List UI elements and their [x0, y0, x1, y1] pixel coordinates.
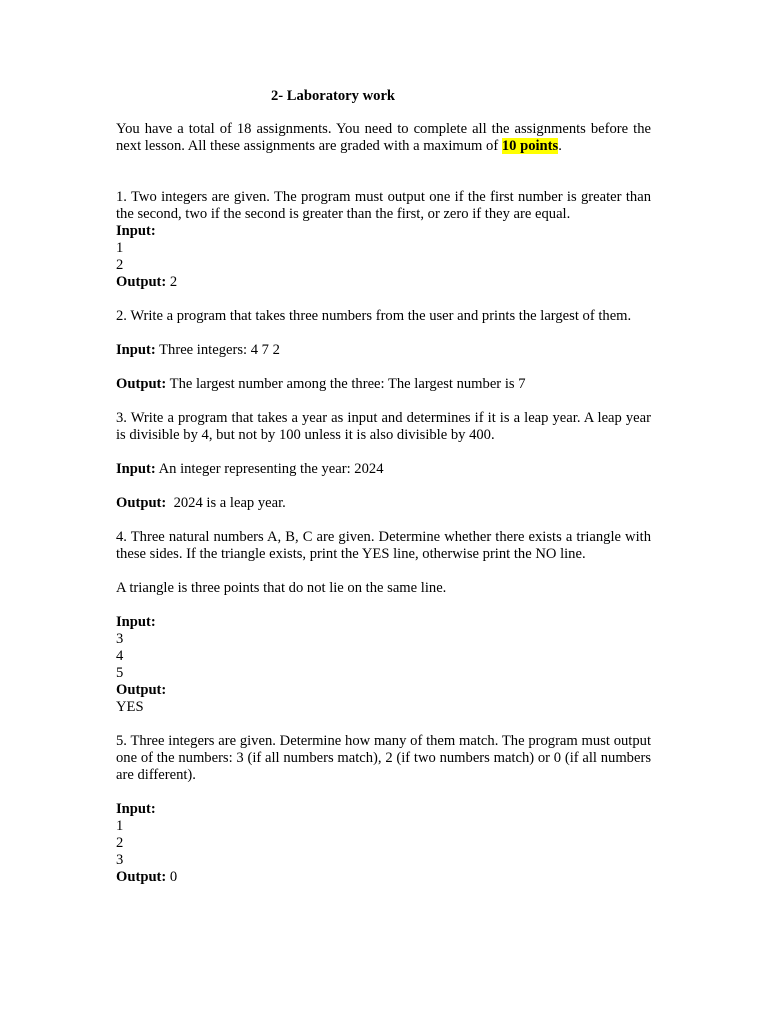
intro-text: You have a total of 18 assignments. You need to complete all the assignments before the next lesson. All these assignments are graded with a maximum of [116, 121, 651, 154]
task-4 [116, 529, 651, 716]
task-5 [116, 733, 651, 886]
input-line: 2 [116, 835, 124, 851]
input-line: 1 [116, 240, 124, 256]
input-line: Input: An integer representing the year: 2024 [116, 461, 384, 477]
task-statement: 5. Three integers are given. Determine how many of them match. The program must output one of the numbers: 3 (if all numbers match), 2 (if two numbers match) or 0 (if all numbers are different). [116, 733, 651, 783]
task-statement: 1. Two integers are given. The program must output one if the first number is greater than the second, two if the second is greater than the first, or zero if they are equal. [116, 189, 651, 222]
input-line: 5 [116, 665, 124, 681]
output-line: Output: The largest number among the three: The largest number is 7 [116, 376, 526, 392]
input-label: Input: [116, 801, 156, 817]
task-2 [116, 308, 651, 393]
input-line: Input: Three integers: 4 7 2 [116, 342, 280, 358]
task-note: A triangle is three points that do not lie on the same line. [116, 580, 447, 596]
input-line: 3 [116, 852, 124, 868]
task-1 [116, 189, 651, 291]
intro-paragraph [116, 121, 651, 155]
task-statement: 2. Write a program that takes three numbers from the user and prints the largest of them. [116, 308, 632, 324]
input-line: 2 [116, 257, 124, 273]
input-label: Input: [116, 614, 156, 630]
input-line: 3 [116, 631, 124, 647]
input-label: Input: [116, 223, 156, 239]
input-line: 4 [116, 648, 124, 664]
points-highlight: 10 points [501, 138, 559, 154]
output-line: Output: 2 [116, 274, 178, 290]
intro-end: . [558, 138, 562, 154]
output-line: Output: 2024 is a leap year. [116, 495, 286, 511]
task-statement: 3. Write a program that takes a year as input and determines if it is a leap year. A leap year is divisible by 4, but not by 100 unless it is also divisible by 400. [116, 410, 651, 443]
task-3 [116, 410, 651, 512]
output-line: Output: 0 [116, 869, 178, 885]
document-body [116, 88, 651, 886]
output-line: YES [116, 699, 144, 715]
task-statement: 4. Three natural numbers A, B, C are given. Determine whether there exists a triangle with these sides. If the triangle exists, print the YES line, otherwise print the NO line. [116, 529, 651, 562]
input-line: 1 [116, 818, 124, 834]
output-label: Output: [116, 682, 167, 698]
page-title: 2- Laboratory work [271, 88, 396, 104]
